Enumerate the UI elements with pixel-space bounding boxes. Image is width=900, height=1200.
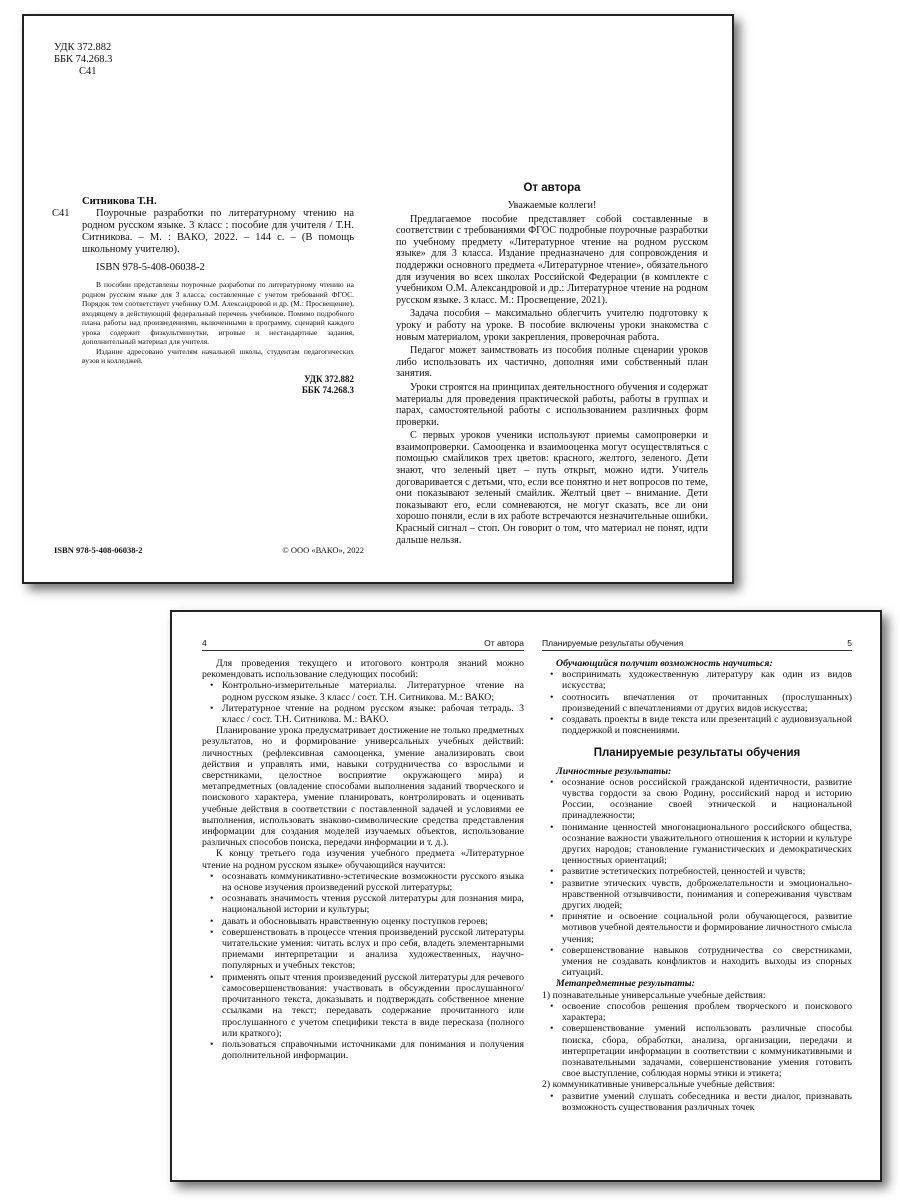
running-header (542, 638, 852, 651)
page-4-body (202, 658, 524, 1061)
audience-note: Издание адресовано учителям начальной школы, студентам педагогических вузов и колледжей. (82, 346, 354, 365)
list-item: • развитие эстетических потребностей, ценностей и чувств; (562, 866, 852, 877)
page-5-body (542, 658, 852, 1113)
list-item: • принятие и освоение социальной роли обучающегося, развитие мотивов учебной деятельности и формирование личностного смысла учения; (562, 911, 852, 945)
author-foreword-page (396, 16, 708, 582)
page-number: 4 (202, 638, 207, 648)
list-item: • развитие умений слушать собеседника и вести диалог, признавать возможность существования различных точек (562, 1091, 852, 1113)
meta-heading: Метапредметные результаты: (556, 978, 695, 990)
communicative-heading: 2) коммуникативные универсальные учебные действия: (542, 1079, 776, 1091)
list-item: • пользоваться справочными источниками для понимания и получения дополнительной информации. (222, 1039, 524, 1061)
list-item: • совершенствование навыков сотрудничества со сверстниками, умения не создавать конфликтов и находить выходы из спорных ситуаций. (562, 945, 852, 979)
imprint-spread (22, 14, 734, 584)
foreword-paragraph: Педагог может заимствовать из пособия полные сценарии уроков либо использовать их частично, дополняя ими собственный план занятия. (396, 345, 708, 380)
udk-code: УДК 372.882 (304, 373, 354, 384)
list-item: • понимание ценностей многонационального российского общества, осознание важности уважительного отношения к истории и культуре других народов; становление гуманистических и демократических ценностных ориентаций; (562, 822, 852, 867)
personal-heading: Личностные результаты: (556, 765, 672, 777)
list-item: • развитие этических чувств, доброжелательности и эмоционально-нравственной отзывчивости, понимания и сопереживания чувствам других людей; (562, 878, 852, 912)
imprint-page (24, 16, 380, 582)
list-item: • воспринимать художественную литературу как один из видов искусства; (562, 669, 852, 691)
list-item: • Контрольно-измерительные материалы. Литературное чтение на родном русском языке. 3 класс / сост. Т.Н. Ситникова. М.: ВАКО; (222, 680, 524, 702)
bibliographic-citation: Поурочные разработки по литературному чтению на родном русском языке. 3 класс : пособие для учителя / Т.Н. Ситникова. – М. : ВАКО, 2022. – 144 с. – (В помощь школьному учителю). (82, 208, 354, 255)
list-item: • осознавать коммуникативно-эстетические возможности русского языка на основе изучения произведений русской литературы; (222, 871, 524, 893)
list-item: • Литературное чтение на родном русском языке: рабочая тетрадь. 3 класс / сост. Т.Н. Ситникова. М.: ВАКО. (222, 703, 524, 725)
page-4 (202, 612, 524, 1180)
list-item: • соотносить впечатления от прочитанных (прослушанных) произведений с впечатлениями от других видов искусства; (562, 692, 852, 714)
bbk-code: ББК 74.268.3 (301, 384, 354, 395)
foreword-paragraph: С первых уроков ученики используют приемы самопроверки и взаимопроверки. Самооценка и взаимооценка могут осуществляться с помощью смайликов трех цветов: красного, желтого, зеленого. Дети знают, что зеленый цвет – путь открыт, можно идти. Учитель договаривается с детьми, что, если все понятно и нет вопросов по теме, они показывают зеленый смайлик. Желтый цвет – внимание. Дети показывают его, если сомневаются, не могут сказать, все ли они хорошо поняли, если в их работе встречаются незначительные ошибки. Красный сигнал – стоп. Он говорит о том, что материал не понят, идти дальше нельзя. (396, 430, 708, 546)
udk-block (54, 42, 112, 78)
isbn: ISBN 978-5-408-06038-2 (96, 262, 205, 273)
imprint-footer (54, 545, 364, 555)
opportunity-list (542, 669, 852, 736)
udk-line: УДК 372.882 (54, 42, 112, 53)
list-item: • совершенствовать в процессе чтения произведений русской литературы читательские умения: читать вслух и про себя, владеть элементарными приемами интерпретации и анализа художественных, научно-популярных и учебных текстов; (222, 927, 524, 972)
list-item: • освоение способов решения проблем творческого и поискового характера; (562, 1001, 852, 1023)
catalog-card (52, 196, 354, 396)
annotation: В пособии представлены поурочные разработки по литературному чтению на родном русском языке для 3 класса, составленные с учетом требований ФГОС. Порядок тем соответствует учебнику О.М. Александровой и др. (М.: Просвещение), входящему в действующий федеральный перечень учебников. Помимо подробного плана работы над произведениями, включенными в программу, сценарий каждого урока содержит физкультминутки, игровые и нестандартные задания, дополнительный материал для учителя. (82, 280, 354, 346)
running-header (202, 638, 524, 651)
footer-copyright: © ООО «ВАКО», 2022 (282, 545, 364, 555)
footer-isbn: ISBN 978-5-408-06038-2 (54, 545, 143, 555)
cutter-margin: С41 (52, 208, 70, 219)
greeting: Уважаемые коллеги! (507, 200, 597, 211)
communicative-list (542, 1091, 852, 1113)
cognitive-list (542, 1001, 852, 1079)
running-head-title: От автора (484, 638, 524, 648)
list-item: • осознавать значимость чтения русской литературы для познания мира, национальной истории и культуры; (222, 893, 524, 915)
lesson-planning: Планирование урока предусматривает достижение не только предметных результатов, но и формирование универсальных учебных действий: личностных (рефлексивная самооценка, умение анализировать свои действия и управлять ими, навыки сотрудничества со взрослыми и сверстниками, целостное восприятие окружающего мира) и метапредметных (овладение способами выполнения заданий творческого и поискового характера, умение планировать, контролировать и оценивать учебные действия в соответствии с поставленной задачей и условиями ее выполнения, использовать знаково-символические средства представления информации для создания моделей изучаемых объектов, использование различных способов поиска, передачи информации и т. д.). (202, 725, 524, 849)
page-5 (542, 612, 852, 1180)
author-name: Ситникова Т.Н. (82, 196, 157, 207)
foreword-paragraph: Уроки строятся на принципах деятельностного обучения и содержат материалы для проведения практической работы, работы в группах и парах, самостоятельной работы с использованием различных форм проверки. (396, 381, 708, 428)
bbk-line: ББК 74.268.3 (54, 54, 113, 65)
list-item: • давать и обосновывать нравственную оценку поступков героев; (222, 916, 524, 927)
aids-list (202, 680, 524, 725)
classification-codes (82, 374, 354, 396)
cognitive-heading: 1) познавательные универсальные учебные действия: (542, 989, 766, 1001)
skills-list (202, 871, 524, 1061)
opportunity-heading: Обучающийся получит возможность научиться: (556, 658, 773, 669)
list-item: • совершенствование умений использовать различные способы поиска, сбора, обработки, анализа, организации, передачи и интерпретации информации в соответствии с коммуникативными и познавательными задачами, совершенствование умения готовить свое выступление, соблюдая нормы этики и этикета; (562, 1023, 852, 1079)
page-number: 5 (847, 638, 852, 648)
running-head-title: Планируемые результаты обучения (542, 638, 684, 648)
list-item: • осознание основ российской гражданской идентичности, развитие чувства гордости за свою Родину, российский народ и историю России, осознание своей этнической и национальной принадлежности; (562, 777, 852, 822)
personal-list (542, 777, 852, 979)
aids-intro: Для проведения текущего и итогового контроля знаний можно рекомендовать использование следующих пособий: (202, 658, 524, 681)
foreword-body (396, 200, 708, 546)
foreword-paragraph: Задача пособия – максимально облегчить учителю подготовку к уроку и работу на уроке. В пособие включены уроки знакомства с новым материалом, уроки закрепления, проверочная работа. (396, 308, 708, 343)
outcomes-intro: К концу третьего года изучения учебного предмета «Литературное чтение на родном русском языке» обучающийся научится: (202, 848, 524, 871)
foreword-title: От автора (523, 182, 581, 194)
list-item: • применять опыт чтения произведений русской литературы для речевого самосовершенствования: участвовать в обсуждении прослушанного/прочитанного текста, доказывать и подтверждать собственное мнение ссылками на текст; передавать содержание прочитанного или прослушанного с учетом специфики текста в виде пересказа (полного или краткого); (222, 972, 524, 1039)
foreword-paragraph: Предлагаемое пособие представляет собой составленные в соответствии с требованиями ФГОС подробные поурочные разработки по учебному предмету «Литературное чтение на родном русском языке» для 3 класса. Издание предназначено для сопровождения и поддержки основного предмета «Литературное чтение», обязательного для изучения во всех школах Российской Федерации (в комплекте с учебником О.М. Александровой и др.: Литературное чтение на родном русском языке. 3 класс. М.: Просвещение, 2021). (396, 213, 708, 306)
content-spread (170, 610, 882, 1182)
cutter-number: С41 (79, 66, 97, 77)
section-title: Планируемые результаты обучения (593, 747, 801, 760)
list-item: • создавать проекты в виде текста или презентаций с аудиовизуальной поддержкой и пояснениями. (562, 714, 852, 736)
